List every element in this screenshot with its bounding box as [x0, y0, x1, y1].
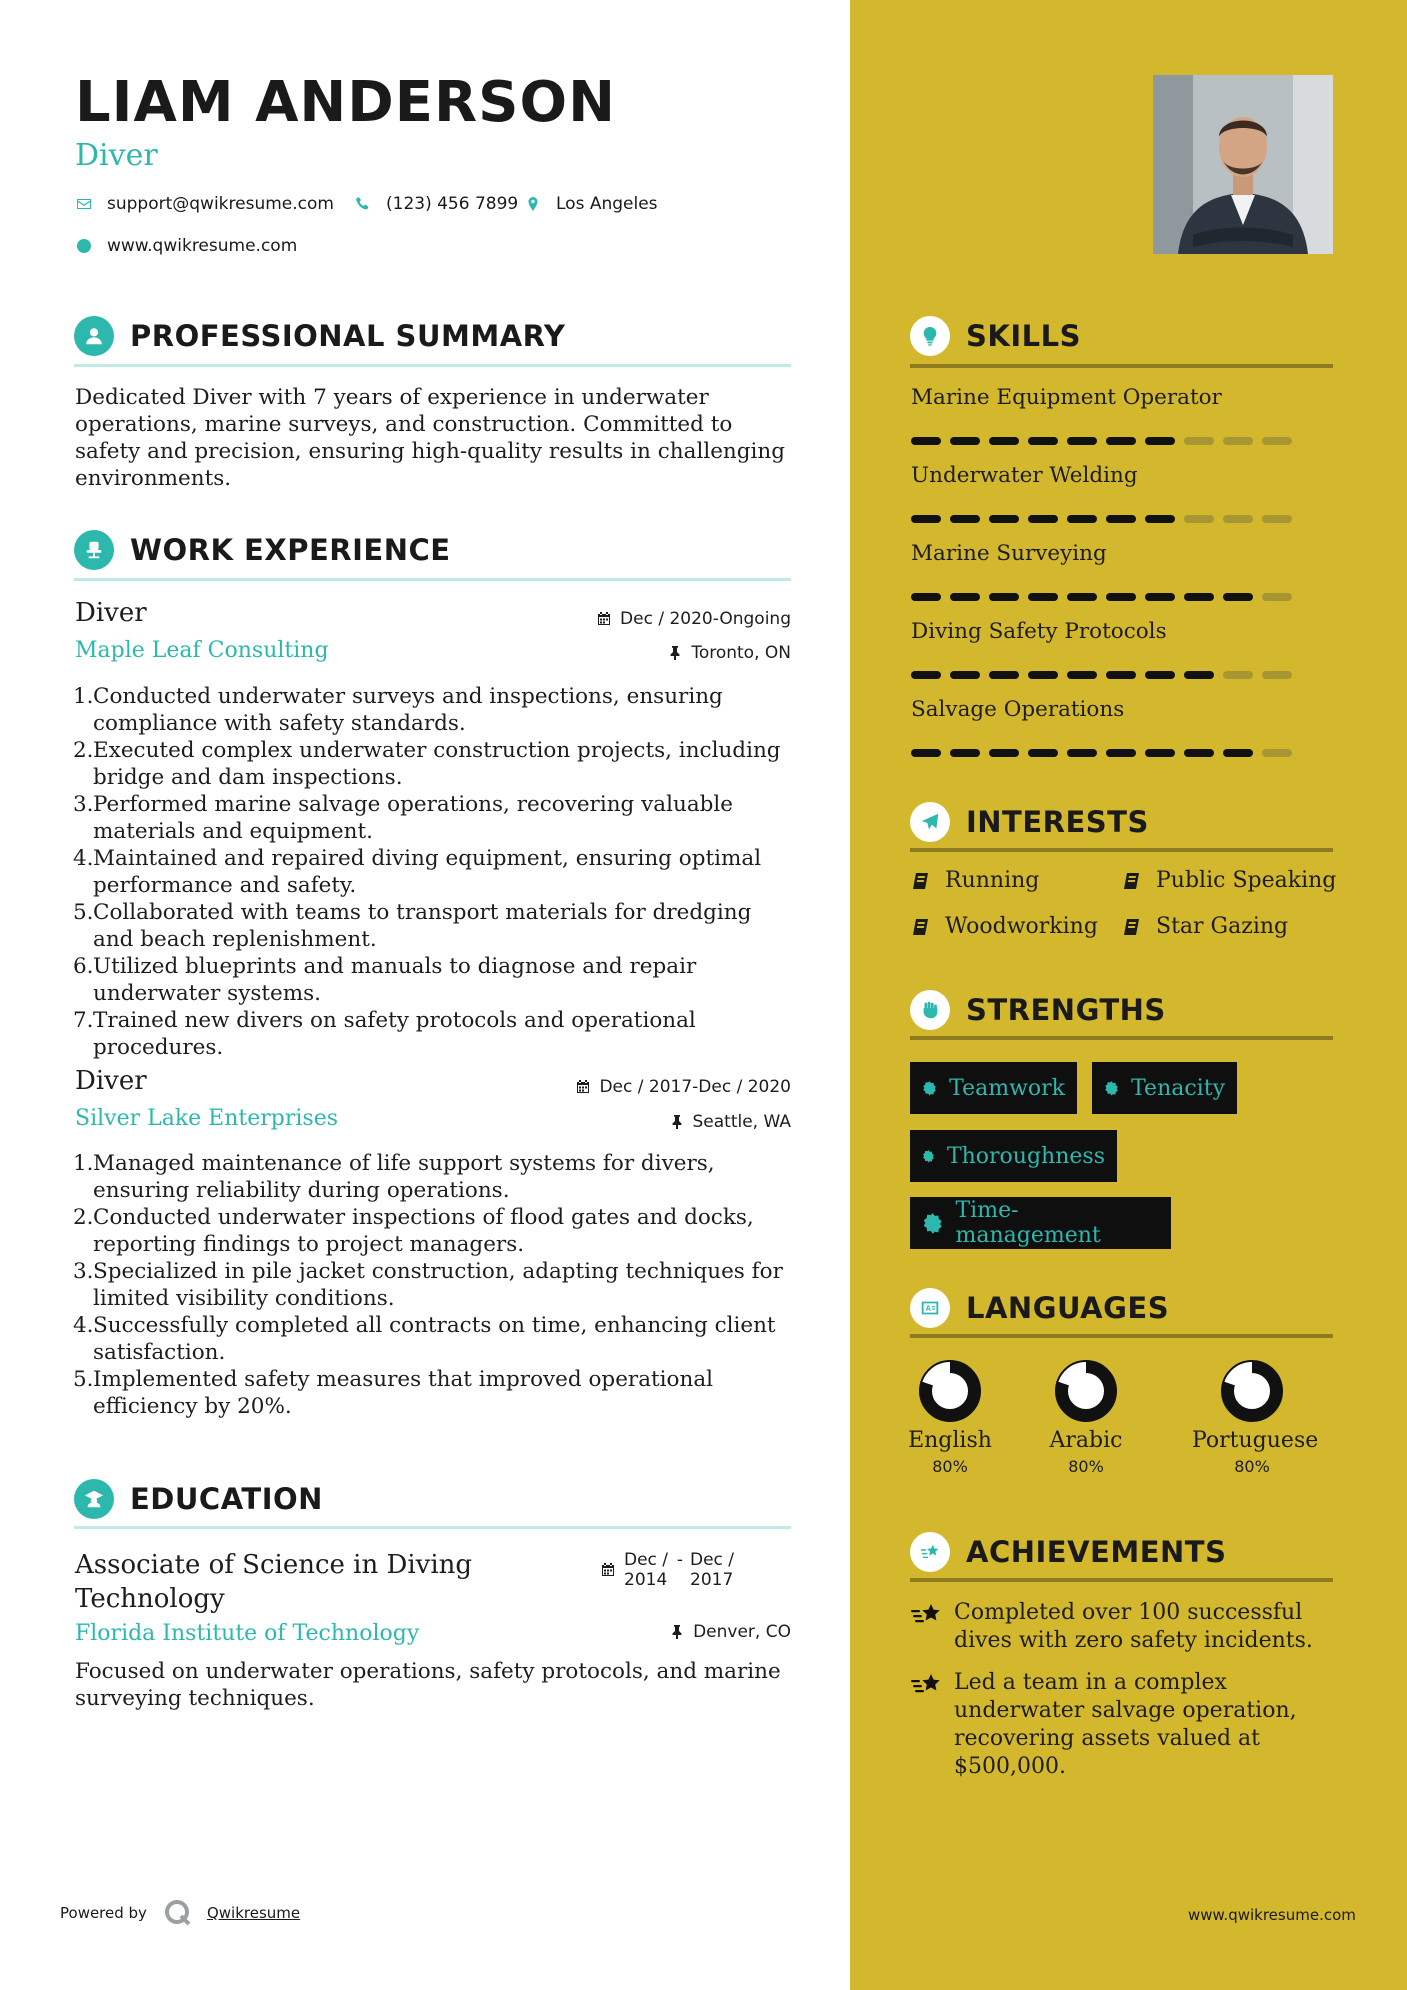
skill-level-dash: [989, 671, 1019, 679]
skill-level-dash: [1028, 671, 1058, 679]
school-name[interactable]: Florida Institute of Technology: [75, 1621, 420, 1646]
shooting-star-icon: [910, 1532, 950, 1572]
skill-level-dash: [1262, 437, 1292, 445]
skill-level-dash: [1184, 593, 1214, 601]
skill-level-dash: [1184, 437, 1214, 445]
skill-level-dash: [1106, 749, 1136, 757]
pushpin-icon: [667, 645, 683, 661]
book-icon: [911, 917, 931, 937]
skill-level-bar: [911, 671, 1301, 679]
powered-by: Powered by Qwikresume: [60, 1898, 300, 1928]
skill-name: Marine Surveying: [911, 541, 1107, 566]
job-location: Seattle, WA: [500, 1112, 791, 1132]
paper-plane-icon: [910, 802, 950, 842]
language-level-ring: [1219, 1358, 1285, 1424]
skill-level-dash: [911, 671, 941, 679]
certificate-icon: [1104, 1077, 1119, 1099]
list-item: 6. Utilized blueprints and manuals to diagnose and repair underwater systems.: [73, 954, 697, 1006]
job-title: Diver: [75, 1066, 147, 1096]
language-ring-center: [1069, 1374, 1104, 1409]
language-item: Arabic 80%: [1026, 1358, 1146, 1476]
list-item: 2. Conducted underwater inspections of flood gates and docks, reporting findings to project managers.: [73, 1205, 754, 1257]
contact-phone[interactable]: [354, 194, 518, 214]
education-text: Focused on underwater operations, safety protocols, and marine surveying techniques.: [75, 1659, 781, 1711]
skill-level-dash: [1145, 749, 1175, 757]
footer-website[interactable]: www.qwikresume.com: [1188, 1906, 1356, 1924]
strength-chip: Thoroughness: [910, 1130, 1117, 1182]
skill-level-bar: [911, 515, 1301, 523]
company-name[interactable]: Silver Lake Enterprises: [75, 1106, 339, 1131]
list-item: 2. Executed complex underwater construction projects, including bridge and dam inspections.: [73, 738, 781, 790]
achievement-item: Led a team in a complex underwater salvage operation, recovering assets valued at $500,000.: [910, 1669, 1340, 1781]
skill-level-dash: [1184, 515, 1214, 523]
divider: [74, 578, 791, 581]
skill-level-dash: [1223, 749, 1253, 757]
calendar-icon: [575, 1079, 591, 1095]
divider: [910, 364, 1333, 368]
strength-chip: Time-management: [910, 1197, 1171, 1249]
achievements-heading: ACHIEVEMENTS: [910, 1532, 1226, 1572]
skill-level-dash: [950, 593, 980, 601]
strengths-heading: STRENGTHS: [910, 990, 1166, 1030]
divider: [910, 1036, 1333, 1040]
skill-name: Marine Equipment Operator: [911, 385, 1222, 410]
skill-level-dash: [1262, 515, 1292, 523]
graduate-icon: [74, 1479, 114, 1519]
summary-text: Dedicated Diver with 7 years of experience in underwater operations, marine surveys, and construction. Committed to safety and precision, ensuring high-quality results in challenging environments.: [75, 385, 786, 491]
calendar-icon: [596, 611, 612, 627]
language-level-ring: [1053, 1358, 1119, 1424]
job-location: Toronto, ON: [500, 643, 791, 663]
skill-level-dash: [950, 437, 980, 445]
shooting-star-icon: [910, 1601, 944, 1631]
job-title: Diver: [75, 598, 147, 628]
candidate-name: LIAM ANDERSON: [75, 70, 616, 135]
skill-level-bar: [911, 593, 1301, 601]
education-end: Dec / 2017: [690, 1550, 735, 1590]
list-item: 1. Managed maintenance of life support systems for divers, ensuring reliability during operations.: [73, 1151, 715, 1203]
book-icon: [911, 871, 931, 891]
lightbulb-icon: [910, 316, 950, 356]
education-dates: Dec / 2014 - Dec / 2017: [600, 1550, 736, 1590]
skill-level-dash: [950, 671, 980, 679]
certificate-icon: [922, 1145, 935, 1167]
skill-level-dash: [1184, 671, 1214, 679]
language-item: English 80%: [890, 1358, 1010, 1476]
skill-level-dash: [950, 749, 980, 757]
experience-heading: WORK EXPERIENCE: [74, 530, 451, 570]
contact-email[interactable]: [75, 194, 334, 214]
skill-level-dash: [911, 749, 941, 757]
list-item: 5. Implemented safety measures that improved operational efficiency by 20%.: [73, 1367, 714, 1419]
shooting-star-icon: [910, 1671, 944, 1701]
book-icon: [1122, 917, 1142, 937]
divider: [910, 1578, 1333, 1582]
map-marker-icon: [524, 195, 542, 213]
list-item: 5. Collaborated with teams to transport materials for dredging and beach replenishment.: [73, 900, 752, 952]
divider: [74, 364, 791, 367]
skill-level-dash: [950, 515, 980, 523]
job-bullets: [75, 683, 795, 1061]
phone-text: (123) 456 7899: [386, 194, 519, 214]
skill-name: Underwater Welding: [911, 463, 1138, 488]
location-text: Los Angeles: [556, 194, 658, 214]
interest-item: Running: [911, 868, 1039, 893]
job-bullets: [75, 1150, 795, 1420]
skill-name: Diving Safety Protocols: [911, 619, 1167, 644]
skill-level-dash: [1028, 749, 1058, 757]
language-ring-center: [933, 1374, 968, 1409]
candidate-title: Diver: [75, 138, 158, 173]
website-text: www.qwikresume.com: [107, 236, 298, 256]
divider: [910, 848, 1333, 852]
list-item: 3. Performed marine salvage operations, recovering valuable materials and equipment.: [73, 792, 734, 844]
interest-item: Star Gazing: [1122, 914, 1288, 939]
skill-level-dash: [1223, 593, 1253, 601]
skill-level-dash: [1028, 437, 1058, 445]
pushpin-icon: [669, 1624, 685, 1640]
pushpin-icon: [669, 1114, 685, 1130]
list-item: 1. Conducted underwater surveys and inspections, ensuring compliance with safety standards.: [73, 684, 723, 736]
education-heading: EDUCATION: [74, 1479, 323, 1519]
skill-level-dash: [1262, 593, 1292, 601]
degree-title: Associate of Science in Diving Technology: [75, 1550, 473, 1614]
strength-chip: Teamwork: [910, 1062, 1077, 1114]
job-dates: Dec / 2020-Ongoing: [500, 609, 791, 629]
email-text: support@qwikresume.com: [107, 194, 334, 214]
raised-fist-icon: [910, 990, 950, 1030]
calendar-icon: [600, 1562, 616, 1578]
office-chair-icon: [74, 530, 114, 570]
interest-item: Public Speaking: [1122, 868, 1336, 893]
summary-heading: PROFESSIONAL SUMMARY: [74, 316, 565, 356]
skill-level-dash: [1067, 593, 1097, 601]
skill-level-dash: [1145, 437, 1175, 445]
skill-level-dash: [1223, 515, 1253, 523]
education-start: Dec / 2014: [624, 1550, 669, 1590]
skill-level-dash: [1223, 671, 1253, 679]
skill-level-dash: [989, 593, 1019, 601]
skill-level-dash: [1262, 671, 1292, 679]
list-item: 4. Maintained and repaired diving equipment, ensuring optimal performance and safety.: [73, 846, 762, 898]
list-item: 3. Specialized in pile jacket construction, adapting techniques for limited visibility conditions.: [73, 1259, 783, 1311]
skill-level-dash: [1145, 671, 1175, 679]
globe-icon: [75, 237, 93, 255]
company-name[interactable]: Maple Leaf Consulting: [75, 638, 329, 663]
skill-level-dash: [1223, 437, 1253, 445]
languages-heading: LANGUAGES: [910, 1288, 1169, 1328]
divider: [74, 1526, 791, 1529]
qwikresume-link[interactable]: Qwikresume: [206, 1904, 301, 1922]
list-item: 7. Trained new divers on safety protocols and operational procedures.: [73, 1008, 696, 1060]
skill-level-dash: [1106, 515, 1136, 523]
skill-level-dash: [1067, 437, 1097, 445]
skill-level-dash: [1067, 515, 1097, 523]
divider: [910, 1334, 1333, 1338]
interest-item: Woodworking: [911, 914, 1098, 939]
skill-level-dash: [1106, 671, 1136, 679]
certificate-icon: [922, 1077, 937, 1099]
profile-photo: [1153, 75, 1333, 254]
skill-level-dash: [1262, 749, 1292, 757]
skill-level-dash: [989, 437, 1019, 445]
strength-chip: Tenacity: [1092, 1062, 1237, 1114]
skill-level-dash: [911, 515, 941, 523]
education-location: Denver, CO: [500, 1622, 791, 1642]
language-ring-center: [1235, 1374, 1270, 1409]
skill-level-dash: [1067, 749, 1097, 757]
skill-level-dash: [1028, 593, 1058, 601]
skill-level-bar: [911, 437, 1301, 445]
skill-level-dash: [1106, 593, 1136, 601]
skill-level-dash: [1145, 593, 1175, 601]
skill-name: Salvage Operations: [911, 697, 1125, 722]
job-dates: Dec / 2017-Dec / 2020: [500, 1077, 791, 1097]
skill-level-dash: [1106, 437, 1136, 445]
language-icon: [910, 1288, 950, 1328]
skill-level-dash: [1184, 749, 1214, 757]
achievement-item: Completed over 100 successful dives with zero safety incidents.: [910, 1599, 1340, 1655]
user-icon: [74, 316, 114, 356]
certificate-icon: [922, 1212, 944, 1234]
phone-icon: [354, 195, 372, 213]
interests-heading: INTERESTS: [910, 802, 1149, 842]
skill-level-dash: [1067, 671, 1097, 679]
language-item: Portuguese 80%: [1192, 1358, 1312, 1476]
skill-level-dash: [989, 749, 1019, 757]
book-icon: [1122, 871, 1142, 891]
contact-location: [524, 194, 658, 214]
skills-heading: SKILLS: [910, 316, 1081, 356]
skill-level-bar: [911, 749, 1301, 757]
skill-level-dash: [1145, 515, 1175, 523]
skill-level-dash: [911, 437, 941, 445]
language-level-ring: [917, 1358, 983, 1424]
skill-level-dash: [989, 515, 1019, 523]
skill-level-dash: [1028, 515, 1058, 523]
envelope-icon: [75, 195, 93, 213]
qwikresume-logo-icon: [163, 1898, 193, 1928]
list-item: 4. Successfully completed all contracts on time, enhancing client satisfaction.: [73, 1313, 776, 1365]
contact-website[interactable]: [75, 236, 297, 256]
skill-level-dash: [911, 593, 941, 601]
